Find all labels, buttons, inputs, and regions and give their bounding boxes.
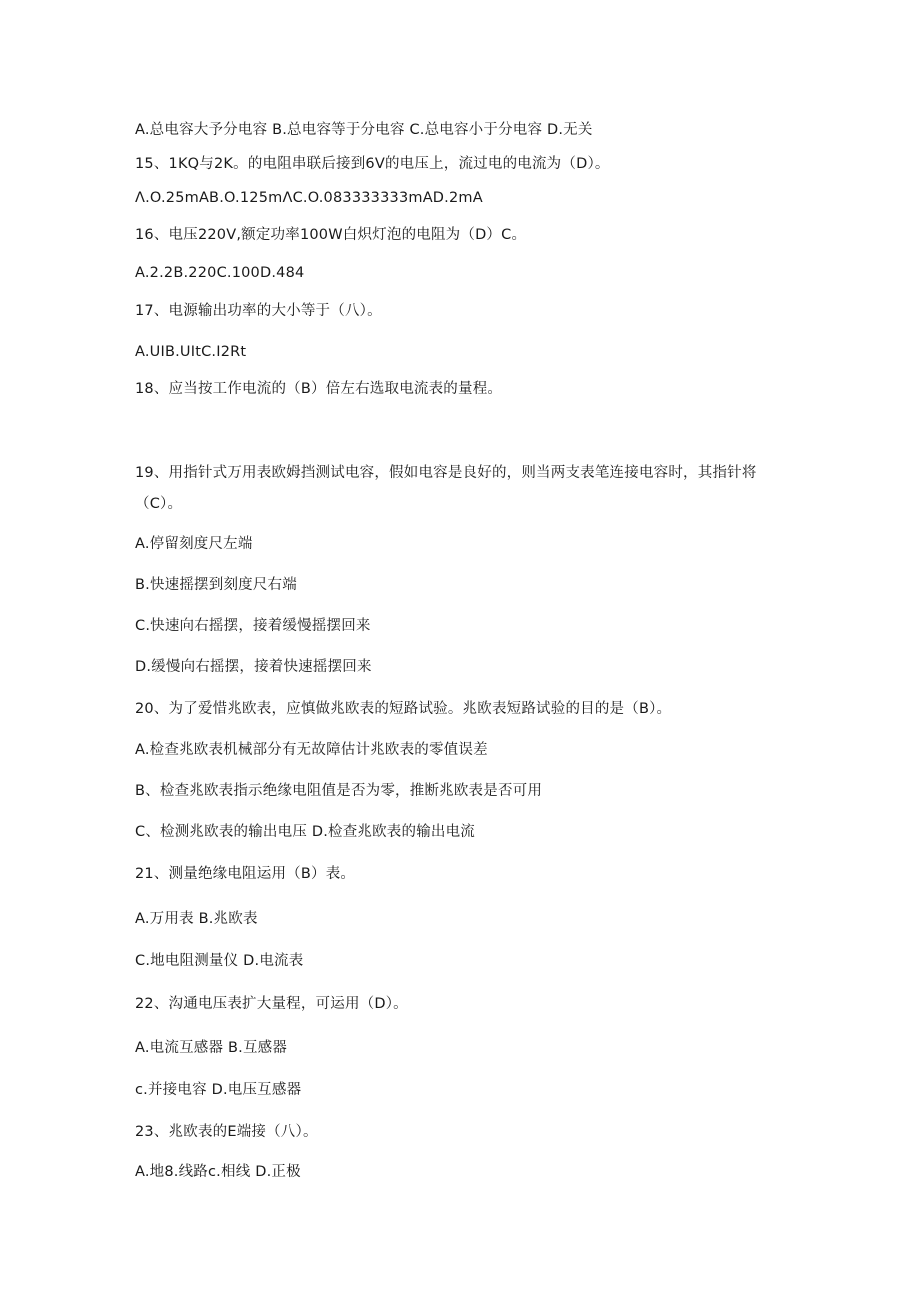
q19-option-c: C.快速向右摇摆，接着缓慢摇摆回来 [135,618,371,634]
q16-options: A.2.2B.220C.100D.484 [135,265,305,281]
q20-option-a: A.检查兆欧表机械部分有无故障估计兆欧表的零值误差 [135,742,488,758]
q23-question: 23、兆欧表的E端接（八）。 [135,1124,318,1140]
q14-options: A.总电容大予分电容 B.总电容等于分电容 C.总电容小于分电容 D.无关 [135,122,593,138]
q21-options-ab: A.万用表 B.兆欧表 [135,911,258,927]
q23-options: A.地8.线路c.相线 D.正极 [135,1164,301,1180]
q20-question: 20、为了爱惜兆欧表，应慎做兆欧表的短路试验。兆欧表短路试验的目的是（B）。 [135,701,672,717]
q19-question: 19、用指针式万用表欧姆挡测试电容，假如电容是良好的，则当两支表笔连接电容时，其指针将（C）。 [135,465,757,512]
q19-option-b: B.快速摇摆到刻度尺右端 [135,577,297,593]
q15-options: Λ.O.25mAB.O.125mΛC.O.083333333mAD.2mA [135,190,483,206]
q22-question: 22、沟通电压表扩大量程，可运用（D）。 [135,996,408,1012]
q21-question: 21、测量绝缘电阻运用（B）表。 [135,866,356,882]
q22-options-ab: A.电流互感器 B.互感器 [135,1040,288,1056]
q18-question: 18、应当按工作电流的（B）倍左右选取电流表的量程。 [135,381,503,397]
q20-options-cd: C、检测兆欧表的输出电压 D.检查兆欧表的输出电流 [135,824,476,840]
q16-question: 16、电压220V,额定功率100W白炽灯泡的电阻为（D）C。 [135,227,527,243]
q21-options-cd: C.地电阻测量仪 D.电流表 [135,953,304,969]
q17-options: A.UIB.UItC.I2Rt [135,344,247,360]
q15-question: 15、1KQ与2K。的电阻串联后接到6V的电压上，流过电的电流为（D）。 [135,156,610,172]
q19-option-d: D.缓慢向右摇摆，接着快速摇摆回来 [135,659,372,675]
q20-option-b: B、检查兆欧表指示绝缘电阻值是否为零，推断兆欧表是否可用 [135,783,543,799]
q17-question: 17、电源输出功率的大小等于（八）。 [135,303,382,319]
q19-option-a: A.停留刻度尺左端 [135,536,253,552]
q22-options-cd: c.并接电容 D.电压互感器 [135,1082,302,1098]
